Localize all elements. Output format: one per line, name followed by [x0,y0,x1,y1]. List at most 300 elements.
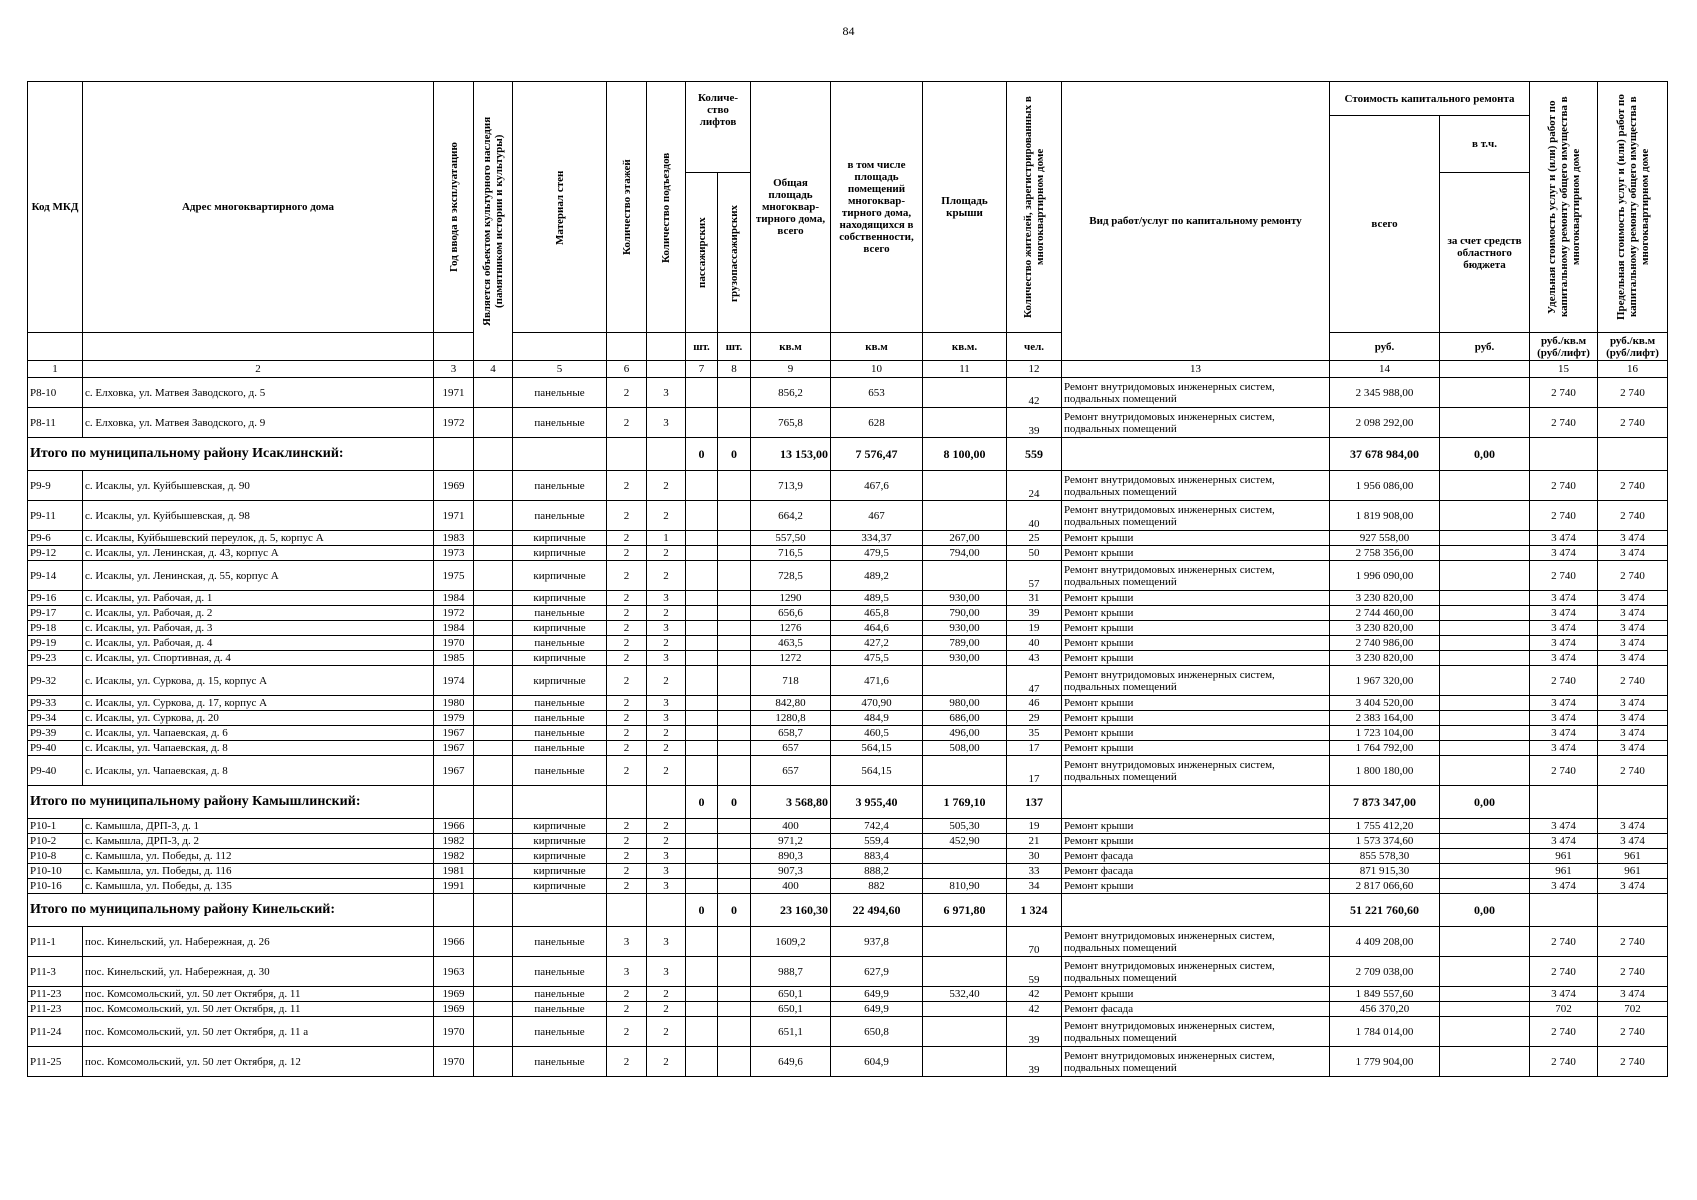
wall-material: кирпичные [513,834,607,849]
column-number: 3 [434,361,474,378]
column-number: 10 [831,361,923,378]
header-address: Адрес многоквартирного дома [83,82,434,333]
house-address: с. Исаклы, ул. Суркова, д. 17, корпус А [83,696,434,711]
header-unit-cost: Удельная стоимость услуг и (или) работ по капитальному ремонту общего имущества в многоквартирном доме [1530,82,1598,333]
entrances: 2 [647,1017,686,1047]
floors: 2 [607,849,647,864]
work-type: Ремонт внутридомовых инженерных систем, подвальных помещений [1062,756,1330,786]
year-built: 1970 [434,636,474,651]
empty-cell [607,438,647,471]
lifts-pass [686,864,718,879]
lifts-pass [686,987,718,1002]
table-row [28,606,1668,621]
wall-material: панельные [513,1047,607,1077]
work-type: Ремонт крыши [1062,711,1330,726]
regional-cost [1440,501,1530,531]
area-total: 716,5 [751,546,831,561]
total-area: 3 568,80 [751,786,831,819]
lifts-cargo [718,834,751,849]
residents: 57 [1007,561,1062,591]
area-owned: 653 [831,378,923,408]
repair-cost: 1 723 104,00 [1330,726,1440,741]
empty-cell [607,894,647,927]
area-owned: 467 [831,501,923,531]
work-type: Ремонт крыши [1062,987,1330,1002]
unit-limit-cost: руб./кв.м (руб/лифт) [1598,333,1668,361]
heritage-cell [474,726,513,741]
repair-cost: 855 578,30 [1330,849,1440,864]
lifts-cargo [718,756,751,786]
residents: 50 [1007,546,1062,561]
total-lifts-pass: 0 [686,786,718,819]
column-number: 6 [607,361,647,378]
repair-cost: 2 709 038,00 [1330,957,1440,987]
empty-cell [474,786,513,819]
repair-cost: 1 764 792,00 [1330,741,1440,756]
year-built: 1966 [434,819,474,834]
heritage-cell [474,471,513,501]
total-cost: 51 221 760,60 [1330,894,1440,927]
entrances: 2 [647,834,686,849]
area-owned: 489,5 [831,591,923,606]
roof-area [923,501,1007,531]
limit-cost: 2 740 [1598,1017,1668,1047]
wall-material: кирпичные [513,591,607,606]
heritage-cell [474,666,513,696]
house-address: с. Исаклы, ул. Рабочая, д. 1 [83,591,434,606]
entrances: 3 [647,696,686,711]
regional-cost [1440,726,1530,741]
area-owned: 334,37 [831,531,923,546]
roof-area: 930,00 [923,621,1007,636]
limit-cost: 702 [1598,1002,1668,1017]
area-owned: 742,4 [831,819,923,834]
wall-material: панельные [513,927,607,957]
lifts-pass [686,1002,718,1017]
lifts-cargo [718,1002,751,1017]
repair-cost: 3 230 820,00 [1330,651,1440,666]
header-area-total: Общая площадь многоквар-тирного дома, всего [751,82,831,333]
work-type: Ремонт внутридомовых инженерных систем, подвальных помещений [1062,666,1330,696]
lifts-cargo [718,651,751,666]
table-row [28,666,1668,696]
limit-cost: 2 740 [1598,501,1668,531]
house-code: Р10-1 [28,819,83,834]
area-total: 656,6 [751,606,831,621]
column-number [1440,361,1530,378]
heritage-cell [474,1047,513,1077]
wall-material: панельные [513,957,607,987]
work-type: Ремонт крыши [1062,546,1330,561]
floors: 2 [607,1002,647,1017]
floors: 2 [607,621,647,636]
residents: 19 [1007,819,1062,834]
lifts-pass [686,879,718,894]
district-total-row [28,438,1668,471]
header-walls: Материал стен [513,82,607,333]
floors: 2 [607,696,647,711]
heritage-cell [474,741,513,756]
unit-area-total: кв.м [751,333,831,361]
lifts-pass [686,606,718,621]
limit-cost: 3 474 [1598,696,1668,711]
regional-cost [1440,927,1530,957]
year-built: 1967 [434,741,474,756]
house-code: Р11-1 [28,927,83,957]
work-type: Ремонт крыши [1062,879,1330,894]
unit-cost: 2 740 [1530,756,1598,786]
heritage-cell [474,501,513,531]
floors: 2 [607,651,647,666]
limit-cost: 3 474 [1598,819,1668,834]
regional-cost [1440,711,1530,726]
limit-cost: 3 474 [1598,591,1668,606]
floors: 2 [607,378,647,408]
residents: 47 [1007,666,1062,696]
table-row [28,531,1668,546]
unit-cost: 2 740 [1530,957,1598,987]
empty-cell [1530,894,1598,927]
header-roof: Площадь крыши [923,82,1007,333]
unit-cost: 2 740 [1530,927,1598,957]
column-number: 8 [718,361,751,378]
entrances: 3 [647,711,686,726]
wall-material: панельные [513,636,607,651]
total-area: 23 160,30 [751,894,831,927]
floors: 2 [607,546,647,561]
area-owned: 937,8 [831,927,923,957]
residents: 29 [1007,711,1062,726]
total-roof: 6 971,80 [923,894,1007,927]
repair-cost: 871 915,30 [1330,864,1440,879]
unit-cost: 3 474 [1530,834,1598,849]
lifts-pass [686,378,718,408]
repair-cost: 1 573 374,60 [1330,834,1440,849]
table-row [28,696,1668,711]
year-built: 1975 [434,561,474,591]
area-total: 988,7 [751,957,831,987]
header-code: Код МКД [28,82,83,333]
area-owned: 465,8 [831,606,923,621]
unit-cost: 3 474 [1530,819,1598,834]
residents: 46 [1007,696,1062,711]
table-row [28,408,1668,438]
wall-material: панельные [513,987,607,1002]
lifts-cargo [718,408,751,438]
lifts-cargo [718,927,751,957]
unit-cost: 2 740 [1530,666,1598,696]
work-type: Ремонт крыши [1062,819,1330,834]
house-address: пос. Комсомольский, ул. 50 лет Октября, д. 11 [83,987,434,1002]
work-type: Ремонт крыши [1062,696,1330,711]
limit-cost: 3 474 [1598,987,1668,1002]
column-number: 1 [28,361,83,378]
wall-material: панельные [513,1017,607,1047]
floors: 2 [607,864,647,879]
empty-cell [607,786,647,819]
empty-cell [513,894,607,927]
empty-cell [1530,786,1598,819]
house-address: с. Исаклы, ул. Спортивная, д. 4 [83,651,434,666]
column-number: 7 [686,361,718,378]
total-residents: 137 [1007,786,1062,819]
entrances: 2 [647,819,686,834]
table-row [28,864,1668,879]
roof-area: 790,00 [923,606,1007,621]
total-cost-regional: 0,00 [1440,894,1530,927]
entrances: 2 [647,756,686,786]
unit-lifts-cargo: шт. [718,333,751,361]
column-number: 4 [474,361,513,378]
regional-cost [1440,591,1530,606]
floors: 2 [607,591,647,606]
area-total: 400 [751,879,831,894]
work-type: Ремонт крыши [1062,591,1330,606]
area-total: 658,7 [751,726,831,741]
year-built: 1966 [434,927,474,957]
house-address: с. Елховка, ул. Матвея Заводского, д. 9 [83,408,434,438]
unit-residents: чел. [1007,333,1062,361]
regional-cost [1440,1017,1530,1047]
house-address: с. Камышла, ул. Победы, д. 112 [83,849,434,864]
repair-cost: 3 230 820,00 [1330,621,1440,636]
regional-cost [1440,606,1530,621]
residents: 35 [1007,726,1062,741]
repair-cost: 1 819 908,00 [1330,501,1440,531]
wall-material: панельные [513,741,607,756]
house-address: с. Камышла, ул. Победы, д. 135 [83,879,434,894]
unit-cost: 3 474 [1530,726,1598,741]
lifts-cargo [718,726,751,741]
area-total: 728,5 [751,561,831,591]
area-owned: 650,8 [831,1017,923,1047]
house-code: Р9-23 [28,651,83,666]
regional-cost [1440,561,1530,591]
work-type: Ремонт внутридомовых инженерных систем, подвальных помещений [1062,561,1330,591]
heritage-cell [474,621,513,636]
repair-cost: 1 784 014,00 [1330,1017,1440,1047]
lifts-pass [686,561,718,591]
roof-area: 508,00 [923,741,1007,756]
unit-cost: 3 474 [1530,711,1598,726]
house-code: Р9-34 [28,711,83,726]
table-row [28,501,1668,531]
heritage-cell [474,864,513,879]
regional-cost [1440,864,1530,879]
floors: 2 [607,636,647,651]
table-row [28,471,1668,501]
house-code: Р9-40 [28,741,83,756]
unit-cost: 702 [1530,1002,1598,1017]
house-address: с. Исаклы, ул. Ленинская, д. 55, корпус А [83,561,434,591]
residents: 39 [1007,1047,1062,1077]
area-total: 1272 [751,651,831,666]
lifts-pass [686,408,718,438]
repair-cost: 2 758 356,00 [1330,546,1440,561]
regional-cost [1440,666,1530,696]
heritage-cell [474,711,513,726]
year-built: 1967 [434,756,474,786]
table-row [28,726,1668,741]
year-built: 1969 [434,987,474,1002]
area-owned: 470,90 [831,696,923,711]
house-code: Р11-23 [28,987,83,1002]
area-total: 651,1 [751,1017,831,1047]
entrances: 3 [647,408,686,438]
lifts-cargo [718,879,751,894]
table-row [28,711,1668,726]
column-number: 14 [1330,361,1440,378]
lifts-pass [686,927,718,957]
regional-cost [1440,849,1530,864]
year-built: 1985 [434,651,474,666]
area-owned: 427,2 [831,636,923,651]
unit-cost: 3 474 [1530,621,1598,636]
entrances: 3 [647,849,686,864]
regional-cost [1440,546,1530,561]
house-code: Р10-16 [28,879,83,894]
unit-cost: 3 474 [1530,741,1598,756]
column-number: 13 [1062,361,1330,378]
lifts-cargo [718,1017,751,1047]
regional-cost [1440,1047,1530,1077]
table-row [28,849,1668,864]
repair-cost: 4 409 208,00 [1330,927,1440,957]
unit-cost: 961 [1530,864,1598,879]
floors: 2 [607,471,647,501]
header-lifts: Количе-ство лифтов [686,82,751,173]
lifts-pass [686,636,718,651]
limit-cost: 3 474 [1598,711,1668,726]
page-number: 84 [842,24,855,38]
unit-cost-total: руб. [1330,333,1440,361]
header-cost-regional: за счет средств областного бюджета [1440,173,1530,333]
roof-area: 810,90 [923,879,1007,894]
house-address: пос. Кинельский, ул. Набережная, д. 26 [83,927,434,957]
year-built: 1982 [434,849,474,864]
repair-cost: 2 740 986,00 [1330,636,1440,651]
wall-material: панельные [513,726,607,741]
floors: 2 [607,987,647,1002]
unit-cost: 2 740 [1530,408,1598,438]
work-type: Ремонт внутридомовых инженерных систем, подвальных помещений [1062,378,1330,408]
table-row [28,378,1668,408]
area-owned: 460,5 [831,726,923,741]
floors: 2 [607,561,647,591]
wall-material: панельные [513,696,607,711]
area-owned: 604,9 [831,1047,923,1077]
roof-area [923,378,1007,408]
roof-area: 789,00 [923,636,1007,651]
lifts-cargo [718,546,751,561]
roof-area [923,1002,1007,1017]
house-address: с. Исаклы, ул. Рабочая, д. 3 [83,621,434,636]
area-total: 890,3 [751,849,831,864]
table-row [28,561,1668,591]
heritage-cell [474,849,513,864]
repair-cost: 2 817 066,60 [1330,879,1440,894]
year-built: 1991 [434,879,474,894]
limit-cost: 2 740 [1598,666,1668,696]
regional-cost [1440,741,1530,756]
column-number: 15 [1530,361,1598,378]
table-row [28,819,1668,834]
work-type: Ремонт крыши [1062,741,1330,756]
residents: 17 [1007,741,1062,756]
header-incl: в т.ч. [1440,116,1530,173]
total-area-owned: 7 576,47 [831,438,923,471]
unit-cost: 2 740 [1530,1047,1598,1077]
roof-area [923,957,1007,987]
year-built: 1967 [434,726,474,741]
house-code: Р9-14 [28,561,83,591]
work-type: Ремонт фасада [1062,1002,1330,1017]
house-address: с. Камышла, ул. Победы, д. 116 [83,864,434,879]
area-total: 463,5 [751,636,831,651]
area-total: 400 [751,819,831,834]
empty-cell [1062,438,1330,471]
work-type: Ремонт внутридомовых инженерных систем, подвальных помещений [1062,408,1330,438]
roof-area [923,1017,1007,1047]
roof-area: 532,40 [923,987,1007,1002]
year-built: 1980 [434,696,474,711]
area-total: 765,8 [751,408,831,438]
roof-area: 686,00 [923,711,1007,726]
entrances: 2 [647,471,686,501]
lifts-cargo [718,606,751,621]
header-cost-total: всего [1330,116,1440,333]
house-address: пос. Кинельский, ул. Набережная, д. 30 [83,957,434,987]
heritage-cell [474,819,513,834]
residents: 31 [1007,591,1062,606]
lifts-pass [686,957,718,987]
heritage-cell [474,927,513,957]
roof-area: 980,00 [923,696,1007,711]
limit-cost: 3 474 [1598,726,1668,741]
header-limit-cost: Предельная стоимость услуг и (или) работ по капитальному ремонту общего имущества в многоквартирном доме [1598,82,1668,333]
limit-cost: 2 740 [1598,1047,1668,1077]
total-lifts-pass: 0 [686,438,718,471]
empty-cell [1062,894,1330,927]
heritage-cell [474,987,513,1002]
regional-cost [1440,957,1530,987]
house-code: Р9-18 [28,621,83,636]
house-code: Р9-39 [28,726,83,741]
entrances: 3 [647,879,686,894]
work-type: Ремонт фасада [1062,849,1330,864]
table-row [28,636,1668,651]
entrances: 3 [647,864,686,879]
residents: 21 [1007,834,1062,849]
total-lifts-pass: 0 [686,894,718,927]
entrances: 3 [647,591,686,606]
lifts-cargo [718,501,751,531]
lifts-pass [686,531,718,546]
table-row [28,591,1668,606]
limit-cost: 2 740 [1598,957,1668,987]
floors: 2 [607,879,647,894]
wall-material: кирпичные [513,819,607,834]
roof-area: 794,00 [923,546,1007,561]
empty-cell [434,438,474,471]
lifts-pass [686,591,718,606]
entrances: 2 [647,546,686,561]
house-address: пос. Комсомольский, ул. 50 лет Октября, д. 11 а [83,1017,434,1047]
roof-area: 505,30 [923,819,1007,834]
total-title: Итого по муниципальному району Камышлинский: [28,786,434,819]
entrances: 2 [647,726,686,741]
lifts-cargo [718,987,751,1002]
